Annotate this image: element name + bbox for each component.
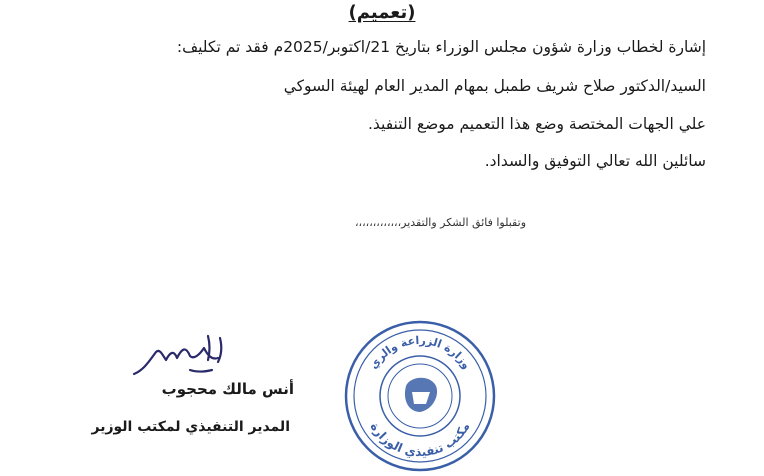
handwritten-signature: [130, 330, 230, 382]
svg-text:مكتب تنفيذي الوزارة: [368, 420, 473, 459]
signatory-role: المدير التنفيذي لمكتب الوزير: [91, 419, 290, 435]
closing-line: وتقبلوا فائق الشكر والتقدير،،،،،،،،،،،،،: [355, 216, 526, 229]
signatory-name: أنس مالك محجوب: [161, 380, 294, 398]
document-title: (تعميم): [348, 2, 416, 23]
body-line-4: سائلين الله تعالي التوفيق والسداد.: [484, 152, 706, 170]
stamp-text-bottom: مكتب تنفيذي الوزارة: [367, 419, 473, 460]
body-line-1: إشارة لخطاب وزارة شؤون مجلس الوزراء بتاريخ 21/اكتوبر/2025م فقد تم تكليف:: [176, 38, 706, 56]
body-line-2: السيد/الدكتور صلاح شريف طمبل بمهام المدير العام لهيئة السوكي: [283, 77, 706, 95]
svg-text:وزارة الزراعة والري: [367, 334, 474, 372]
body-line-3: علي الجهات المختصة وضع هذا التعميم موضع التنفيذ.: [367, 115, 706, 133]
official-stamp: [340, 316, 500, 476]
stamp-text-top: وزارة الزراعة والري: [366, 333, 474, 372]
